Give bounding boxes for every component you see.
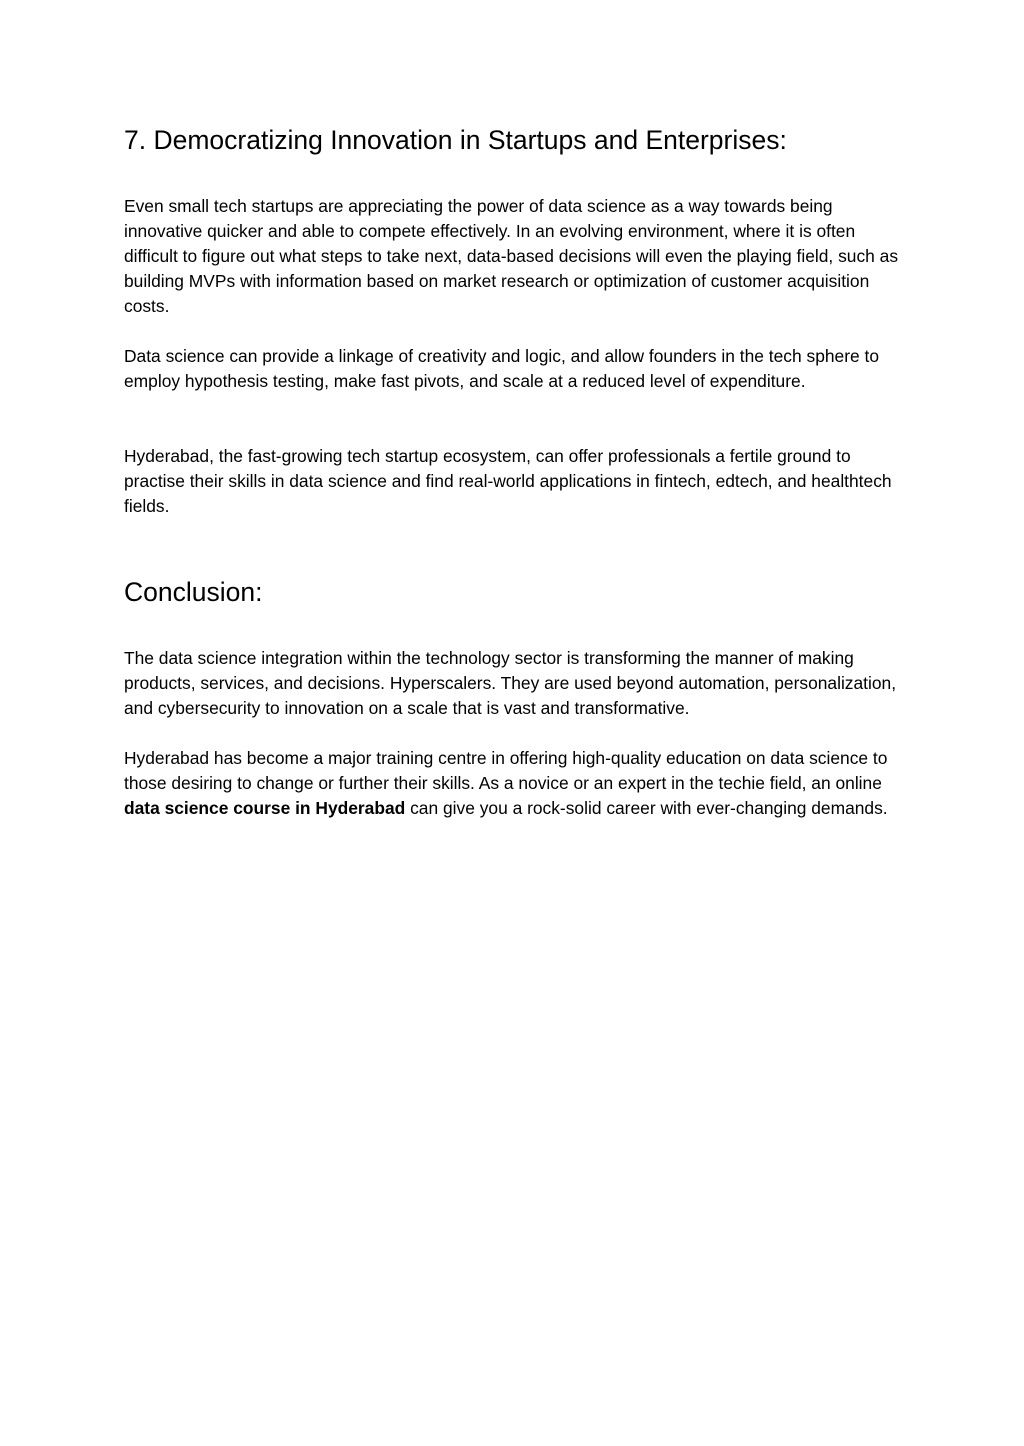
- conclusion-heading: Conclusion:: [124, 577, 263, 607]
- paragraph: Data science can provide a linkage of creativity and logic, and allow founders in the tech sphere to employ hypothesis testing, make fast pivots, and scale at a reduced level of expenditure.: [124, 346, 880, 391]
- section-heading: 7. Democratizing Innovation in Startups and Enterprises:: [124, 125, 787, 155]
- conclusion-paragraph: [124, 746, 904, 821]
- paragraph-text: can give you a rock-solid career with ever-changing demands.: [405, 798, 888, 818]
- paragraph: Even small tech startups are appreciating the power of data science as a way towards being innovative quicker and able to compete effectively. In an evolving environment, where it is often difficult to figure out what steps to take next, data-based decisions will even the playing field, such as building MVPs with information based on market research or optimization of customer acquisition costs.: [124, 196, 899, 316]
- paragraph-text: Hyderabad has become a major training centre in offering high-quality education on data science to those desiring to change or further their skills. As a novice or an expert in the techie field, an online: [124, 748, 888, 793]
- paragraph: Hyderabad, the fast-growing tech startup ecosystem, can offer professionals a fertile ground to practise their skills in data science and find real-world applications in fintech, edtech, and healthtech fields.: [124, 446, 892, 516]
- conclusion-paragraph: The data science integration within the technology sector is transforming the manner of making products, services, and decisions. Hyperscalers. They are used beyond automation, personalization, and cybersecurity to innovation on a scale that is vast and transformative.: [124, 648, 897, 718]
- bold-keyword: data science course in Hyderabad: [124, 798, 406, 818]
